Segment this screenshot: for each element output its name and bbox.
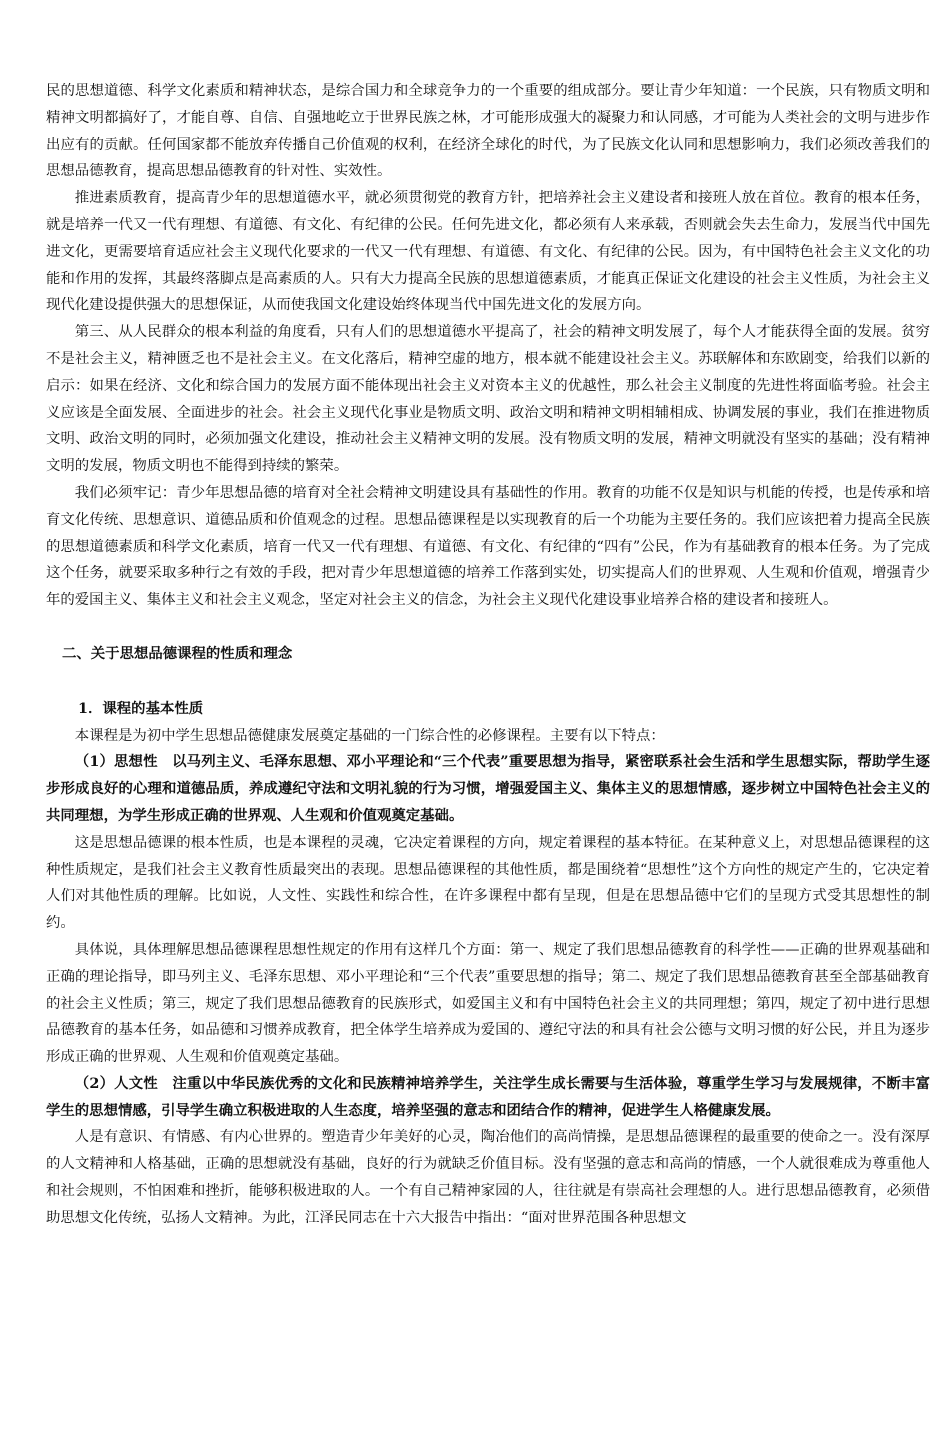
paragraph-ideological-explanation: 这是思想品德课的根本性质，也是本课程的灵魂，它决定着课程的方向，规定着课程的基本特征。在某种意义上，对思想品德课程的这种性质规定，是我们社会主义教育性质最突出的表现。思想品德课程的其他性质，都是围绕着“思想性”这个方向性的规定产生的，它决定着人们对其他性质的理解。比如说，人文性、实践性和综合性，在许多课程中都有呈现，但是在思想品德中它们的呈现方式受其思想性的制约。 [46,834,930,932]
point-ideological-nature: （1）思想性 以马列主义、毛泽东思想、邓小平理论和“三个代表”重要思想为指导，紧密联系社会生活和学生思想实际，帮助学生逐步形成良好的心理和道德品质，养成遵纪守法和文明礼貌的行为习惯，增强爱国主义、集体主义的思想情感，逐步树立中国特色社会主义的共同理想，为学生形成正确的世界观、人生观和价值观奠定基础。 [46,753,930,824]
paragraph-humanistic-explanation: 人是有意识、有情感、有内心世界的。塑造青少年美好的心灵，陶冶他们的高尚情操，是思想品德课程的最重要的使命之一。没有深厚的人文精神和人格基础，正确的思想就没有基础，良好的行为就缺乏价值目标。没有坚强的意志和高尚的情感，一个人就很难成为尊重他人和社会规则，不怕困难和挫折，能够积极进取的人。一个有自己精神家园的人，往往就是有崇高社会理想的人。进行思想品德教育，必须借助思想文化传统，弘扬人文精神。为此，江泽民同志在十六大报告中指出：“面对世界范围各种思想文 [46,1129,930,1226]
paragraph-intro: 本课程是为初中学生思想品德健康发展奠定基础的一门综合性的必修课程。主要有以下特点： [74,727,665,744]
paragraph-ideological-roles: 具体说，具体理解思想品德课程思想性规定的作用有这样几个方面：第一、规定了我们思想品德教育的科学性——正确的世界观基础和正确的理论指导，即马列主义、毛泽东思想、邓小平理论和“三个代表”重要思想的指导；第二、规定了我们思想品德教育甚至全部基础教育的社会主义性质；第三，规定了我们思想品德教育的民族形式，如爱国主义和有中国特色社会主义的共同理想；第四，规定了初中进行思想品德教育的基本任务，如品德和习惯养成教育，把全体学生培养成为爱国的、遵纪守法的和具有社会公德与文明习惯的好公民，并且为逐步形成正确的世界观、人生观和价值观奠定基础。 [46,941,930,1066]
paragraph-continuation: 民的思想道德、科学文化素质和精神状态，是综合国力和全球竞争力的一个重要的组成部分。要让青少年知道：一个民族，只有物质文明和精神文明都搞好了，才能自尊、自信、自强地屹立于世界民族之林，才可能形成强大的凝聚力和认同感，才可能为人类社会的文明与进步作出应有的贡献。任何国家都不能放弃传播自己价值观的权利，在经济全球化的时代，为了民族文化认同和思想影响力，我们必须改善我们的思想品德教育，提高思想品德教育的针对性、实效性。 [46,83,930,180]
paragraph-must-remember: 我们必须牢记：青少年思想品德的培育对全社会精神文明建设具有基础性的作用。教育的功能不仅是知识与机能的传授，也是传承和培育文化传统、思想意识、道德品质和价值观念的过程。思想品德课程是以实现教育的后一个功能为主要任务的。我们应该把着力提高全民族的思想道德素质和科学文化素质，培育一代又一代有理想、有道德、有文化、有纪律的“四有”公民，作为有基础教育的根本任务。为了完成这个任务，就要采取多种行之有效的手段，把对青少年思想道德的培养工作落到实处，切实提高人们的世界观、人生观和价值观，增强青少年的爱国主义、集体主义和社会主义观念，坚定对社会主义的信念，为社会主义现代化建设事业培养合格的建设者和接班人。 [46,484,930,609]
paragraph-quality-education: 推进素质教育，提高青少年的思想道德水平，就必须贯彻党的教育方针，把培养社会主义建设者和接班人放在首位。教育的根本任务，就是培养一代又一代有理想、有道德、有文化、有纪律的公民。任何先进文化，都必须有人来承载，否则就会失去生命力，发展当代中国先进文化，更需要培育适应社会主义现代化要求的一代又一代有理想、有道德、有文化、有纪律的公民。因为，有中国特色社会主义文化的功能和作用的发挥，其最终落脚点是高素质的人。只有大力提高全民族的思想道德素质，才能真正保证文化建设的社会主义性质，为社会主义现代化建设提供强大的思想保证，从而使我国文化建设始终体现当代中国先进文化的发展方向。 [46,190,930,314]
paragraph-third-point: 第三、从人民群众的根本利益的角度看，只有人们的思想道德水平提高了，社会的精神文明发展了，每个人才能获得全面的发展。贫穷不是社会主义，精神匮乏也不是社会主义。在文化落后，精神空虚的地方，根本就不能建设社会主义。苏联解体和东欧剧变，给我们以新的启示：如果在经济、文化和综合国力的发展方面不能体现出社会主义对资本主义的优越性，那么社会主义制度的先进性将面临考验。社会主义应该是全面发展、全面进步的社会。社会主义现代化事业是物质文明、政治文明和精神文明相辅相成、协调发展的事业，我们在推进物质文明、政治文明的同时，必须加强文化建设，推动社会主义精神文明的发展。没有物质文明的发展，精神文明就没有坚实的基础；没有精神文明的发展，物质文明也不能得到持续的繁荣。 [46,324,930,475]
document-page [46,78,930,1232]
section-title: 二、关于思想品德课程的性质和理念 [62,644,293,662]
sub-title: 1．课程的基本性质 [78,699,204,717]
point-humanistic-nature: （2）人文性 注重以中华民族优秀的文化和民族精神培养学生，关注学生成长需要与生活体验，尊重学生学习与发展规律，不断丰富学生的思想情感，引导学生确立积极进取的人生态度，培养坚强的意志和团结合作的精神，促进学生人格健康发展。 [46,1074,930,1119]
